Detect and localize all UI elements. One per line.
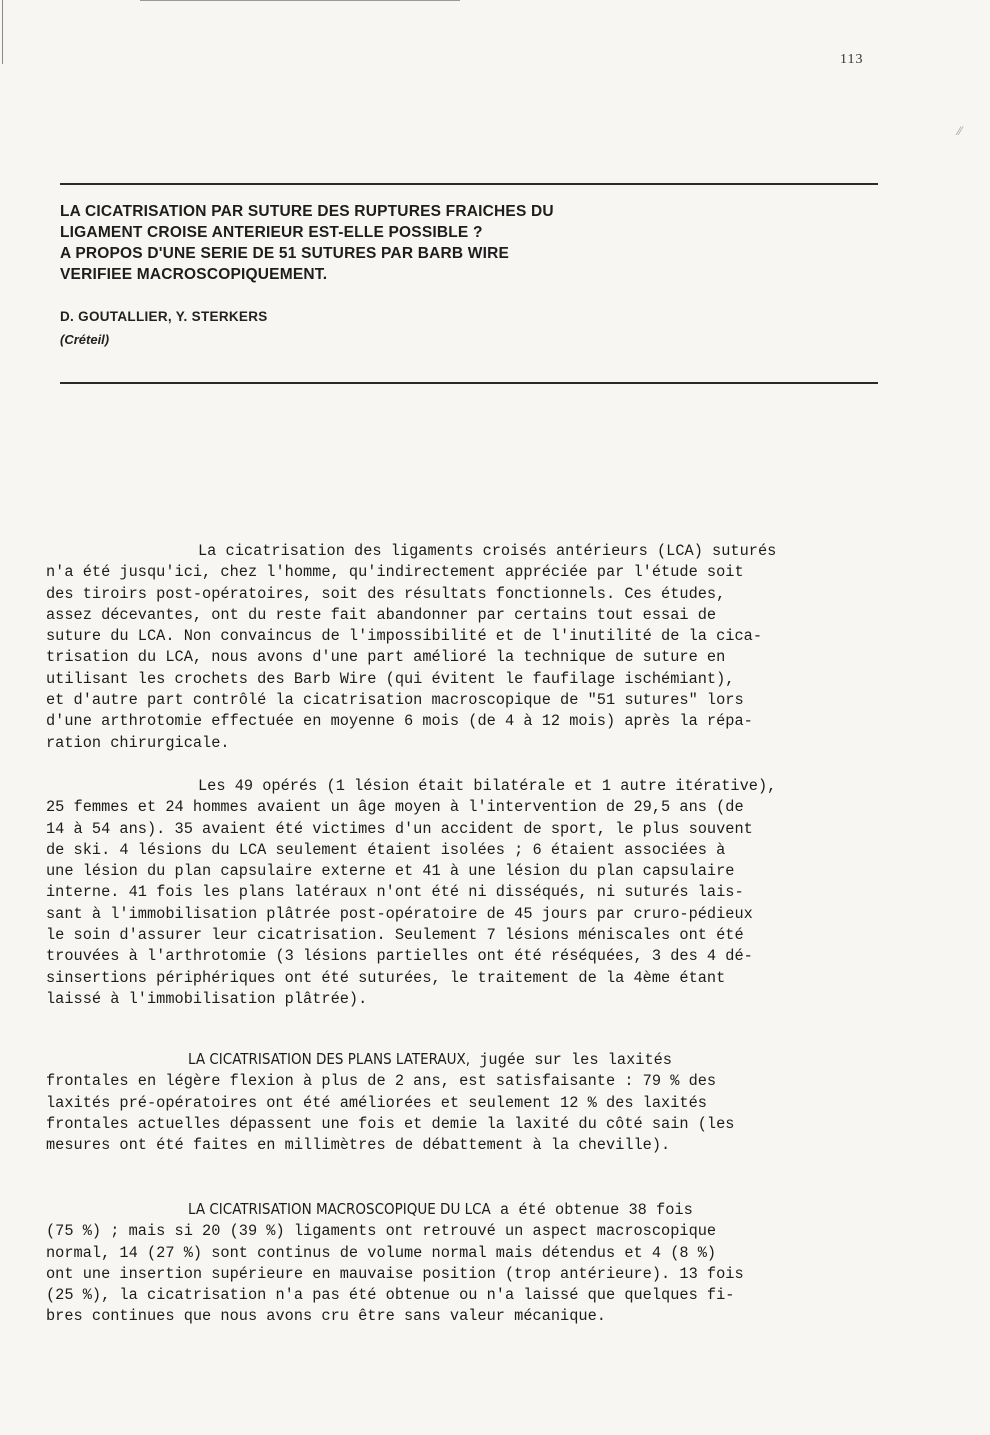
section-heading: LA CICATRISATION DES PLANS LATERAUX, [188, 1050, 471, 1068]
text-line: une lésion du plan capsulaire externe et 41 à une lésion du plan capsulaire [46, 862, 735, 881]
text-run: jugée sur les laxités [470, 1051, 672, 1069]
scan-edge-line-left [2, 0, 3, 64]
affiliation: (Créteil) [60, 332, 110, 347]
header-rule-bottom [60, 382, 878, 384]
authors: D. GOUTALLIER, Y. STERKERS [60, 309, 268, 324]
text-line: Les 49 opérés (1 lésion était bilatérale et 1 autre itérative), [198, 777, 777, 795]
text-line: bres continues que nous avons cru être sans valeur mécanique. [46, 1307, 606, 1326]
text-run: a été obtenue 38 fois [490, 1201, 693, 1219]
text-line: ont une insertion supérieure en mauvaise position (trop antérieure). 13 fois [46, 1264, 744, 1283]
text-line: frontales actuelles dépassent une fois et demie la laxité du côté sain (les [46, 1114, 735, 1133]
text-line: ration chirurgicale. [46, 733, 230, 752]
title-line-4: VERIFIEE MACROSCOPIQUEMENT. [60, 266, 328, 283]
text-line: sant à l'immobilisation plâtrée post-opératoire de 45 jours par cruro-pédieux [46, 904, 753, 923]
text-line: laissé à l'immobilisation plâtrée). [46, 989, 368, 1008]
text-line: et d'autre part contrôlé la cicatrisation macroscopique de "51 sutures" lors [46, 691, 744, 710]
text-line: 25 femmes et 24 hommes avaient un âge moyen à l'intervention de 29,5 ans (de [46, 798, 744, 817]
page-number: 113 [840, 52, 864, 67]
text-line: laxités pré-opératoires ont été améliorées et seulement 12 % des laxités [46, 1093, 707, 1112]
text-line: trouvées à l'arthrotomie (3 lésions partielles ont été réséquées, 3 des 4 dé- [46, 947, 753, 966]
text-line [46, 1199, 876, 1221]
text-line: interne. 41 fois les plans latéraux n'ont été ni disséqués, ni suturés lais- [46, 883, 744, 902]
text-line: suture du LCA. Non convaincus de l'impossibilité et de l'inutilité de la cica- [46, 627, 763, 646]
text-line: mesures ont été faites en millimètres de débattement à la cheville). [46, 1136, 671, 1155]
scan-edge-line [140, 0, 460, 1]
text-line: sinsertions périphériques ont été suturées, le traitement de la 4ème étant [46, 968, 726, 987]
header-rule-top [60, 183, 878, 185]
text-line: (75 %) ; mais si 20 (39 %) ligaments ont retrouvé un aspect macroscopique [46, 1222, 717, 1241]
scan-speck-mark: ⁄⁄ [958, 124, 963, 138]
text-line: 14 à 54 ans). 35 avaient été victimes d'un accident de sport, le plus souvent [46, 819, 753, 838]
paragraph-patients [46, 776, 876, 1010]
paragraph-introduction [46, 541, 876, 754]
paragraph-lca-healing [46, 1199, 876, 1328]
section-heading: LA CICATRISATION MACROSCOPIQUE DU LCA [188, 1200, 491, 1218]
title-line-1: LA CICATRISATION PAR SUTURE DES RUPTURES FRAICHES DU [60, 203, 554, 220]
text-line: utilisant les crochets des Barb Wire (qui évitent le faufilage ischémiant), [46, 669, 735, 688]
title-line-3: A PROPOS D'UNE SERIE DE 51 SUTURES PAR BARB WIRE [60, 245, 510, 262]
article-header [60, 201, 860, 347]
text-line [46, 1049, 876, 1071]
text-line: trisation du LCA, nous avons d'une part amélioré la technique de suture en [46, 648, 726, 667]
title-line-2: LIGAMENT CROISE ANTERIEUR EST-ELLE POSSIBLE ? [60, 224, 483, 241]
text-line: (25 %), la cicatrisation n'a pas été obtenue ou n'a laissé que quelques fi- [46, 1286, 735, 1305]
text-line: normal, 14 (27 %) sont continus de volume normal mais détendus et 4 (8 %) [46, 1243, 717, 1262]
text-line: le soin d'assurer leur cicatrisation. Seulement 7 lésions méniscales ont été [46, 926, 744, 945]
text-line: d'une arthrotomie effectuée en moyenne 6 mois (de 4 à 12 mois) après la répa- [46, 712, 753, 731]
text-line: de ski. 4 lésions du LCA seulement étaient isolées ; 6 étaient associées à [46, 840, 726, 859]
text-line: n'a été jusqu'ici, chez l'homme, qu'indirectement appréciée par l'étude soit [46, 563, 744, 582]
text-line: assez décevantes, ont du reste fait abandonner par certains tout essai de [46, 605, 717, 624]
text-line: La cicatrisation des ligaments croisés antérieurs (LCA) suturés [198, 542, 777, 560]
text-line: des tiroirs post-opératoires, soit des résultats fonctionnels. Ces études, [46, 584, 726, 603]
paragraph-lateral-planes [46, 1049, 876, 1156]
text-line: frontales en légère flexion à plus de 2 ans, est satisfaisante : 79 % des [46, 1072, 717, 1091]
